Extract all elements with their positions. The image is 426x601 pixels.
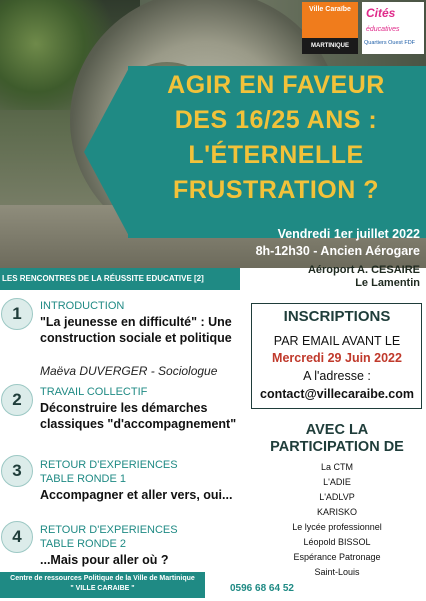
step-1-title: "La jeunesse en difficulté" : Une construction sociale et politique xyxy=(40,315,232,345)
step-1-type: INTRODUCTION xyxy=(40,300,125,312)
partner-item: L'ADIE xyxy=(323,477,351,487)
inscriptions-line-2: A l'adresse : xyxy=(303,369,371,383)
event-date: Vendredi 1er juillet 2022 xyxy=(277,227,420,241)
partner-item: Le lycée professionnel xyxy=(292,522,382,532)
partner-item: KARISKO xyxy=(316,507,357,517)
inscriptions-deadline: Mercredi 29 Juin 2022 xyxy=(272,351,402,365)
inscriptions-email-link[interactable]: contact@villecaraibe.com xyxy=(260,387,414,401)
step-3-title: Accompagner et aller vers, oui... xyxy=(40,488,233,502)
participation-title-line-2: PARTICIPATION DE xyxy=(270,439,404,455)
ville-caraibe-logo xyxy=(302,2,358,54)
step-4-type-2: TABLE RONDE 2 xyxy=(40,538,126,550)
headline-panel-wedge xyxy=(84,66,130,238)
event-time: 8h-12h30 - Ancien Aérogare xyxy=(255,244,420,258)
event-place: Aéroport A. CESAIRE xyxy=(307,264,420,276)
ville-logo-subtext: MARTINIQUE xyxy=(311,43,349,49)
partner-item: Léopold BISSOL xyxy=(303,537,371,547)
headline xyxy=(132,68,420,208)
cites-educatives-logo xyxy=(362,2,424,54)
step-3-type-2: TABLE RONDE 1 xyxy=(40,473,126,485)
inscriptions-line-1: PAR EMAIL AVANT LE xyxy=(273,334,401,348)
partner-item: Espérance Patronage xyxy=(293,552,381,562)
headline-line-2: DES 16/25 ANS : xyxy=(174,106,378,134)
participation-title xyxy=(252,422,422,456)
participation-title-line-1: AVEC LA xyxy=(305,422,369,438)
step-4-type: RETOUR D'EXPERIENCES xyxy=(40,524,178,536)
footer-phone: 0596 68 64 52 xyxy=(230,583,294,594)
cites-logo-title: Cités xyxy=(366,6,396,20)
inscriptions-title: INSCRIPTIONS xyxy=(283,308,391,325)
step-number-2: 2 xyxy=(1,384,33,416)
series-label: LES RENCONTRES DE LA RÉUSSITE EDUCATIVE [2] xyxy=(2,274,204,283)
footer-org: Centre de ressources Politique de la Ville de Martinique xyxy=(10,575,195,582)
cites-logo-area: Quartiers Ouest FDF xyxy=(364,40,416,46)
headline-line-3: L'ÉTERNELLE xyxy=(188,141,364,169)
headline-line-1: AGIR EN FAVEUR xyxy=(167,71,385,99)
step-4-title: ...Mais pour aller où ? xyxy=(40,553,169,567)
step-2-title: Déconstruire les démarches classiques "d'accompagnement" xyxy=(40,401,237,431)
partner-item: La CTM xyxy=(320,462,353,472)
cites-logo-sub: éducatives xyxy=(366,26,400,33)
step-number-4: 4 xyxy=(1,521,33,553)
partner-item: L'ADLVP xyxy=(319,492,355,502)
headline-line-4: FRUSTRATION ? xyxy=(172,176,379,204)
partner-item: Saint-Louis xyxy=(314,567,360,577)
step-number-1: 1 xyxy=(1,298,33,330)
event-city: Le Lamentin xyxy=(355,277,420,289)
step-2-type: TRAVAIL COLLECTIF xyxy=(40,386,148,398)
step-number-3: 3 xyxy=(1,455,33,487)
step-3-type: RETOUR D'EXPERIENCES xyxy=(40,459,178,471)
step-1-speaker: Maëva DUVERGER - Sociologue xyxy=(40,364,218,378)
footer-org-name: " VILLE CARAIBE " xyxy=(70,585,135,592)
ville-logo-text: Ville Caraïbe xyxy=(309,6,351,13)
